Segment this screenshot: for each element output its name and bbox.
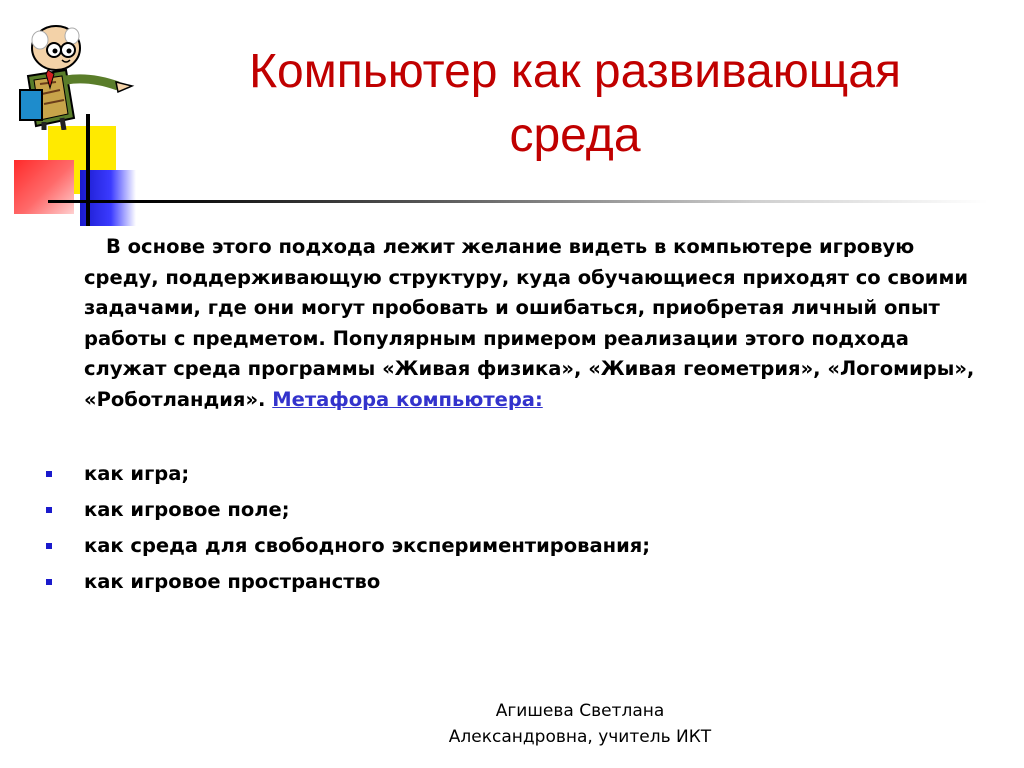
bullet-list: [40, 456, 940, 600]
bullet-text: как игровое поле;: [84, 498, 290, 521]
author-footer: [420, 698, 740, 750]
list-item: [40, 528, 940, 564]
title-line-2: среда: [509, 109, 641, 162]
slide-title: [140, 40, 1010, 168]
list-item: [40, 564, 940, 600]
square-bullet-icon: [46, 471, 52, 477]
vertical-rule: [86, 114, 90, 226]
title-divider: [48, 200, 988, 203]
list-item: [40, 492, 940, 528]
professor-mascot-icon: [10, 18, 136, 130]
paragraph-text: В основе этого подхода лежит желание видеть в компьютере игровую среду, поддерживающую структуру, куда обучающиеся приходят со своими задачами, где они могут пробовать и ошибаться, приобретая личный опыт работы с предметом. Популярным примером реализации этого подхода служат среда программы «Живая физика», «Живая геометрия», «Логомиры», «Роботландия».: [84, 235, 975, 411]
title-line-1: Компьютер как развивающая: [249, 45, 901, 98]
bullet-text: как игра;: [84, 462, 190, 485]
square-bullet-icon: [46, 507, 52, 513]
red-square: [14, 160, 74, 214]
bullet-text: как среда для свободного экспериментирования;: [84, 534, 651, 557]
bullet-text: как игровое пространство: [84, 570, 381, 593]
square-bullet-icon: [46, 579, 52, 585]
footer-line-2: Александровна, учитель ИКТ: [448, 727, 712, 747]
body-paragraph: [84, 232, 984, 415]
metaphor-link[interactable]: Метафора компьютера:: [272, 387, 543, 411]
list-item: [40, 456, 940, 492]
footer-line-1: Агишева Светлана: [495, 701, 665, 721]
square-bullet-icon: [46, 543, 52, 549]
